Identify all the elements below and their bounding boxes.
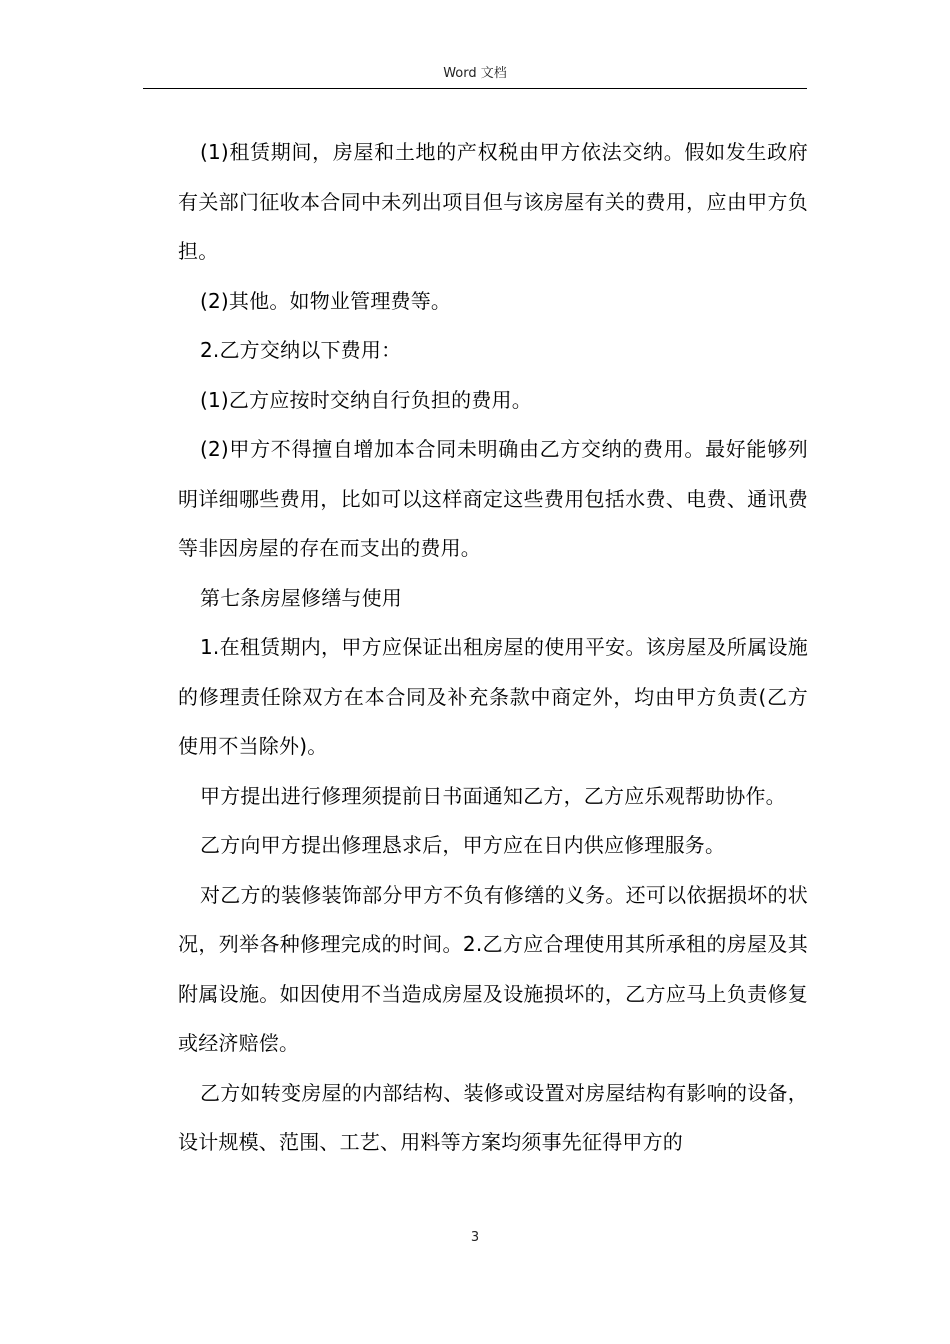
paragraph-repair-notice: 甲方提出进行修理须提前日书面通知乙方，乙方应乐观帮助协作。 <box>200 783 786 808</box>
paragraph-decoration-and-use: 对乙方的装修装饰部分甲方不负有修缮的义务。还可以依据损坏的状况，列举各种修理完成的时间。2.乙方应合理使用其所承租的房屋及其附属设施。如因使用不当造成房屋及设施损坏的，乙方应马上负责修复或经济赔偿。 <box>178 882 808 1055</box>
paragraph-repair-request: 乙方向甲方提出修理恳求后，甲方应在日内供应修理服务。 <box>200 833 726 857</box>
page-header-label: Word 文档 <box>443 66 507 81</box>
page-number: 3 <box>470 1230 480 1245</box>
paragraph-repair-responsibility: 1.在租赁期内，甲方应保证出租房屋的使用平安。该房屋及所属设施的修理责任除双方在本合同及补充条款中商定外，均由甲方负责(乙方使用不当除外)。 <box>178 635 808 758</box>
paragraph-tax-obligation: (1)租赁期间，房屋和土地的产权税由甲方依法交纳。假如发生政府有关部门征收本合同中未列出项目但与该房屋有关的费用，应由甲方负担。 <box>178 140 808 263</box>
paragraph-lessee-pay-on-time: (1)乙方应按时交纳自行负担的费用。 <box>200 387 532 412</box>
document-body <box>178 128 808 1168</box>
paragraph-structure-change: 乙方如转变房屋的内部结构、装修或设置对房屋结构有影响的设备，设计规模、范围、工艺、用料等方案均须事先征得甲方的 <box>178 1080 808 1154</box>
paragraph-article-seven-title: 第七条房屋修缮与使用 <box>200 585 402 610</box>
paragraph-no-added-fees: (2)甲方不得擅自增加本合同未明确由乙方交纳的费用。最好能够列明详细哪些费用，比如可以这样商定这些费用包括水费、电费、通讯费等非因房屋的存在而支出的费用。 <box>178 437 808 560</box>
header-divider <box>143 88 807 89</box>
paragraph-lessee-fees-heading: 2.乙方交纳以下费用： <box>200 338 402 362</box>
paragraph-other-fees: (2)其他。如物业管理费等。 <box>200 288 452 313</box>
